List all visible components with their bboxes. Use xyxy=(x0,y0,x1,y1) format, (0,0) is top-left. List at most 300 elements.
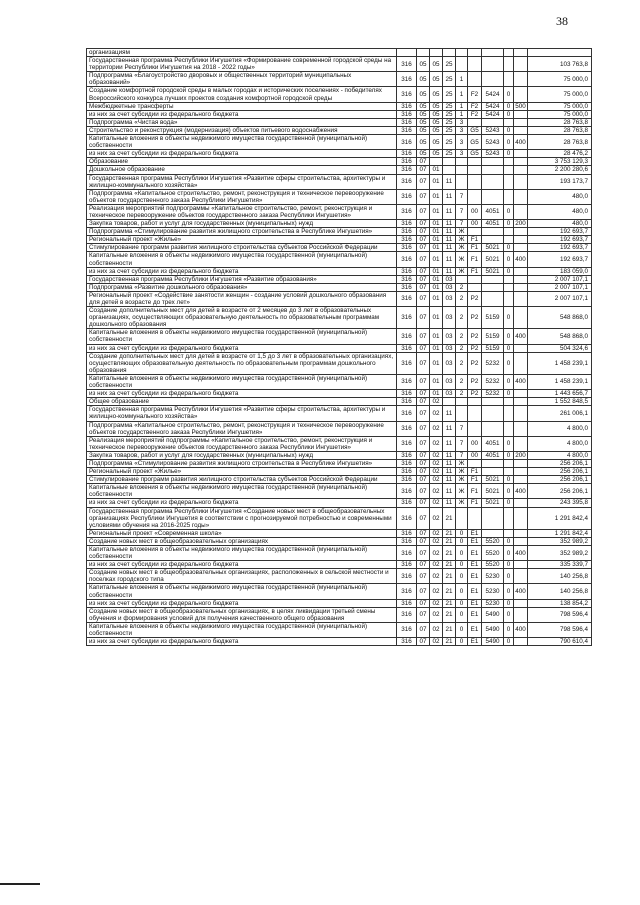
ved-code-cell: 316 xyxy=(397,150,417,158)
amount-cell: 256 206,1 xyxy=(528,459,592,467)
row-name-cell: Создание новых мест в общеобразовательных организациях xyxy=(87,537,397,545)
direction-code-cell: 5021 xyxy=(482,476,504,484)
row-name-cell: Создание дополнительных мест для детей в возрасте от 1,5 до 3 лет в образовательных организациях, осуществляющих образовательную деятельность по образовательным программам дошкольного образования xyxy=(87,352,397,374)
expense-type-cell xyxy=(514,529,528,537)
direction-suffix-cell: 0 xyxy=(504,204,514,219)
ved-code-cell: 316 xyxy=(397,110,417,118)
direction-suffix-cell: 0 xyxy=(504,561,514,569)
direction-code-cell xyxy=(482,459,504,467)
project-code-cell xyxy=(468,57,482,72)
subsection-code-cell xyxy=(430,49,443,57)
section-code-cell: 07 xyxy=(417,537,430,545)
direction-code-cell: 5424 xyxy=(482,102,504,110)
direction-suffix-cell: 0 xyxy=(504,451,514,459)
direction-suffix-cell: 0 xyxy=(504,584,514,599)
table-row xyxy=(87,158,592,166)
ved-code-cell: 316 xyxy=(397,622,417,637)
section-code-cell: 05 xyxy=(417,150,430,158)
project-code-cell: 00 xyxy=(468,451,482,459)
project-code-cell: P2 xyxy=(468,307,482,329)
ved-code-cell: 316 xyxy=(397,352,417,374)
subsection-code-cell: 01 xyxy=(430,204,443,219)
program-code-cell: 11 xyxy=(443,228,456,236)
program-code-cell: 03 xyxy=(443,344,456,352)
table-row xyxy=(87,329,592,344)
table-row xyxy=(87,118,592,126)
ved-code-cell: 316 xyxy=(397,584,417,599)
program-code-cell: 11 xyxy=(443,451,456,459)
row-name-cell: Создание комфортной городской среды в малых городах и исторических поселениях - победителях Всероссийского конкурса лучших проектов создания комфортной городской среды xyxy=(87,87,397,102)
ved-code-cell: 316 xyxy=(397,546,417,561)
expense-type-cell xyxy=(514,166,528,174)
table-row xyxy=(87,204,592,219)
subsection-code-cell: 02 xyxy=(430,468,443,476)
row-name-cell: Государственная программа Республики Ингушетия «Формирование современной городской среды на территории Республики Ингушетия на 2018 - 2022 годы» xyxy=(87,57,397,72)
ved-code-cell: 316 xyxy=(397,189,417,204)
expense-type-cell xyxy=(514,126,528,134)
section-code-cell: 07 xyxy=(417,291,430,306)
subprogram-code-cell: 0 xyxy=(456,561,468,569)
program-code-cell: 11 xyxy=(443,267,456,275)
program-code-cell: 21 xyxy=(443,638,456,646)
direction-suffix-cell xyxy=(504,158,514,166)
table-row xyxy=(87,421,592,436)
subsection-code-cell: 05 xyxy=(430,72,443,87)
ved-code-cell: 316 xyxy=(397,275,417,283)
row-name-cell: Стимулирование программ развития жилищного строительства субъектов Российской Федерации xyxy=(87,244,397,252)
table-row xyxy=(87,374,592,389)
table-row xyxy=(87,236,592,244)
program-code-cell: 25 xyxy=(443,57,456,72)
subprogram-code-cell: 7 xyxy=(456,189,468,204)
subprogram-code-cell: 2 xyxy=(456,390,468,398)
section-code-cell: 07 xyxy=(417,352,430,374)
subsection-code-cell: 02 xyxy=(430,476,443,484)
direction-suffix-cell: 0 xyxy=(504,102,514,110)
program-code-cell: 11 xyxy=(443,436,456,451)
expense-type-cell xyxy=(514,398,528,406)
direction-code-cell xyxy=(482,158,504,166)
direction-code-cell: 4051 xyxy=(482,436,504,451)
project-code-cell: 00 xyxy=(468,436,482,451)
subprogram-code-cell: 0 xyxy=(456,546,468,561)
table-row xyxy=(87,166,592,174)
program-code-cell: 21 xyxy=(443,569,456,584)
row-name-cell: Подпрограмма «Стимулирование развития жилищного строительства в Республике Ингушетия» xyxy=(87,459,397,467)
expense-type-cell xyxy=(514,569,528,584)
ved-code-cell: 316 xyxy=(397,468,417,476)
row-name-cell: Государственная программа Республики Ингушетия «Развитие сферы строительства, архитектуры и жилищно-коммунального хозяйства» xyxy=(87,406,397,421)
direction-code-cell xyxy=(482,283,504,291)
direction-suffix-cell: 0 xyxy=(504,476,514,484)
direction-suffix-cell: 0 xyxy=(504,110,514,118)
direction-suffix-cell: 0 xyxy=(504,307,514,329)
subsection-code-cell: 02 xyxy=(430,459,443,467)
direction-code-cell: 4051 xyxy=(482,451,504,459)
direction-code-cell: 5424 xyxy=(482,110,504,118)
direction-suffix-cell: 0 xyxy=(504,252,514,267)
subsection-code-cell: 05 xyxy=(430,57,443,72)
subsection-code-cell: 01 xyxy=(430,252,443,267)
section-code-cell: 07 xyxy=(417,236,430,244)
table-row xyxy=(87,150,592,158)
project-code-cell xyxy=(468,228,482,236)
subprogram-code-cell: 2 xyxy=(456,307,468,329)
subprogram-code-cell: 3 xyxy=(456,126,468,134)
subsection-code-cell: 01 xyxy=(430,344,443,352)
expense-type-cell xyxy=(514,307,528,329)
table-row xyxy=(87,267,592,275)
subsection-code-cell: 02 xyxy=(430,584,443,599)
direction-suffix-cell: 0 xyxy=(504,352,514,374)
amount-cell: 1 552 848,5 xyxy=(528,398,592,406)
direction-code-cell: 5232 xyxy=(482,374,504,389)
table-row xyxy=(87,275,592,283)
table-row xyxy=(87,476,592,484)
table-row xyxy=(87,252,592,267)
table-row xyxy=(87,102,592,110)
expense-type-cell xyxy=(514,476,528,484)
project-code-cell: P2 xyxy=(468,291,482,306)
ved-code-cell: 316 xyxy=(397,291,417,306)
subprogram-code-cell xyxy=(456,57,468,72)
section-code-cell: 05 xyxy=(417,87,430,102)
subsection-code-cell: 02 xyxy=(430,638,443,646)
direction-code-cell: 5021 xyxy=(482,499,504,507)
ved-code-cell: 316 xyxy=(397,72,417,87)
direction-suffix-cell: 0 xyxy=(504,499,514,507)
table-row xyxy=(87,436,592,451)
subsection-code-cell: 01 xyxy=(430,307,443,329)
table-row xyxy=(87,398,592,406)
section-code-cell: 05 xyxy=(417,102,430,110)
expense-type-cell: 200 xyxy=(515,220,526,228)
project-code-cell: F2 xyxy=(468,110,482,118)
project-code-cell xyxy=(468,398,482,406)
row-name-cell: Общее образование xyxy=(87,398,397,406)
program-code-cell: 21 xyxy=(443,546,456,561)
subsection-code-cell: 01 xyxy=(430,329,443,344)
table-row xyxy=(87,406,592,421)
ved-code-cell: 316 xyxy=(397,166,417,174)
direction-code-cell: 5232 xyxy=(482,390,504,398)
amount-cell: 2 007 107,1 xyxy=(528,275,592,283)
direction-code-cell: 5232 xyxy=(482,352,504,374)
amount-cell: 798 596,4 xyxy=(528,607,592,622)
direction-code-cell: 5490 xyxy=(482,638,504,646)
direction-code-cell: 4051 xyxy=(482,220,504,228)
program-code-cell: 11 xyxy=(443,421,456,436)
expense-type-cell: 400 xyxy=(514,546,528,561)
subprogram-code-cell: 1 xyxy=(456,110,468,118)
expense-type-cell xyxy=(514,436,528,451)
project-code-cell: 00 xyxy=(468,204,482,219)
direction-code-cell: 5159 xyxy=(482,329,504,344)
expense-type-cell xyxy=(514,57,528,72)
table-row xyxy=(87,57,592,72)
amount-cell: 192 693,7 xyxy=(528,244,592,252)
direction-code-cell: 5243 xyxy=(482,135,504,150)
project-code-cell xyxy=(468,507,482,529)
budget-table-container xyxy=(86,48,591,646)
row-name-cell: Капитальные вложения в объекты недвижимого имущества государственной (муниципальной) собственности xyxy=(87,622,397,637)
ved-code-cell: 316 xyxy=(397,135,417,150)
expense-type-cell: 200 xyxy=(515,451,526,459)
subsection-code-cell: 01 xyxy=(430,275,443,283)
direction-code-cell: 5021 xyxy=(482,252,504,267)
project-code-cell xyxy=(468,72,482,87)
ved-code-cell: 316 xyxy=(397,436,417,451)
ved-code-cell xyxy=(397,49,417,57)
direction-suffix-cell xyxy=(504,529,514,537)
project-code-cell: E1 xyxy=(468,529,482,537)
section-code-cell: 07 xyxy=(417,166,430,174)
subprogram-code-cell: 2 xyxy=(456,291,468,306)
project-code-cell: F1 xyxy=(468,244,482,252)
program-code-cell: 25 xyxy=(443,126,456,134)
row-name-cell: Капитальные вложения в объекты недвижимого имущества государственной (муниципальной) собственности xyxy=(87,584,397,599)
program-code-cell: 21 xyxy=(443,599,456,607)
section-code-cell: 05 xyxy=(417,110,430,118)
direction-suffix-cell: 0 xyxy=(504,87,514,102)
project-code-cell: E1 xyxy=(468,561,482,569)
scan-edge-mark xyxy=(0,883,40,885)
project-code-cell: G5 xyxy=(468,150,482,158)
row-name-cell: из них за счет субсидии из федерального бюджета xyxy=(87,561,397,569)
table-row xyxy=(87,87,592,102)
project-code-cell xyxy=(468,283,482,291)
program-code-cell: 03 xyxy=(443,283,456,291)
row-name-cell: Создание новых мест в общеобразовательных организациях, расположенных в сельской местности и поселках городского типа xyxy=(87,569,397,584)
expense-type-cell xyxy=(514,607,528,622)
section-code-cell: 07 xyxy=(417,599,430,607)
subprogram-code-cell: 3 xyxy=(456,150,468,158)
project-code-cell: E1 xyxy=(468,569,482,584)
program-code-cell: 03 xyxy=(443,291,456,306)
program-code-cell: 03 xyxy=(443,352,456,374)
amount-cell: 4 800,0 xyxy=(528,451,592,459)
row-name-cell: Капитальные вложения в объекты недвижимого имущества государственной (муниципальной) собственности xyxy=(87,135,397,150)
ved-code-cell: 316 xyxy=(397,390,417,398)
program-code-cell: 25 xyxy=(443,135,456,150)
subprogram-code-cell xyxy=(456,275,468,283)
section-code-cell: 05 xyxy=(417,118,430,126)
direction-code-cell xyxy=(482,166,504,174)
program-code-cell: 11 xyxy=(443,204,456,219)
ved-code-cell: 316 xyxy=(397,421,417,436)
subsection-code-cell: 05 xyxy=(430,102,443,110)
expense-type-cell xyxy=(514,87,528,102)
subsection-code-cell: 01 xyxy=(430,390,443,398)
program-code-cell: 03 xyxy=(443,374,456,389)
row-name-cell: Капитальные вложения в объекты недвижимого имущества государственной (муниципальной) собственности xyxy=(87,374,397,389)
direction-code-cell: 5159 xyxy=(482,344,504,352)
direction-suffix-cell: 0 xyxy=(504,546,514,561)
subsection-code-cell: 02 xyxy=(430,451,443,459)
amount-cell: 140 256,8 xyxy=(528,569,592,584)
row-name-cell: Реализация мероприятий подпрограммы «Капитальное строительство, ремонт, реконструкция и техническое перевооружение объектов государственного заказа Республики Ингушетия» xyxy=(87,436,397,451)
project-code-cell: F1 xyxy=(468,499,482,507)
direction-suffix-cell xyxy=(504,49,514,57)
ved-code-cell: 316 xyxy=(397,126,417,134)
subsection-code-cell: 02 xyxy=(430,569,443,584)
section-code-cell: 07 xyxy=(417,468,430,476)
subprogram-code-cell xyxy=(456,398,468,406)
project-code-cell: P2 xyxy=(468,344,482,352)
subsection-code-cell: 02 xyxy=(430,529,443,537)
expense-type-cell xyxy=(514,468,528,476)
expense-type-cell xyxy=(514,421,528,436)
project-code-cell xyxy=(468,49,482,57)
ved-code-cell: 316 xyxy=(397,484,417,499)
subprogram-code-cell: 0 xyxy=(456,569,468,584)
direction-code-cell: 5520 xyxy=(482,546,504,561)
row-name-cell: Подпрограмма «Развитие дошкольного образования» xyxy=(87,283,397,291)
section-code-cell: 07 xyxy=(417,529,430,537)
row-name-cell: Региональный проект «Современная школа» xyxy=(87,529,397,537)
direction-code-cell: 5424 xyxy=(482,87,504,102)
direction-suffix-cell xyxy=(504,275,514,283)
expense-type-cell xyxy=(514,406,528,421)
subsection-code-cell: 02 xyxy=(430,507,443,529)
section-code-cell: 07 xyxy=(417,398,430,406)
section-code-cell: 05 xyxy=(417,72,430,87)
expense-type-cell xyxy=(514,499,528,507)
direction-code-cell xyxy=(482,398,504,406)
table-row xyxy=(87,228,592,236)
amount-cell: 352 989,2 xyxy=(528,537,592,545)
direction-suffix-cell xyxy=(504,398,514,406)
table-row xyxy=(87,569,592,584)
amount-cell: 2 200 280,6 xyxy=(528,166,592,174)
ved-code-cell: 316 xyxy=(397,561,417,569)
section-code-cell: 07 xyxy=(417,189,430,204)
subprogram-code-cell: Ж xyxy=(456,499,468,507)
expense-type-cell xyxy=(514,189,528,204)
expense-type-cell xyxy=(514,150,528,158)
expense-type-cell xyxy=(514,236,528,244)
program-code-cell: 11 xyxy=(443,236,456,244)
subprogram-code-cell: 7 xyxy=(456,436,468,451)
section-code-cell: 05 xyxy=(417,135,430,150)
ved-code-cell: 316 xyxy=(397,459,417,467)
table-row xyxy=(87,307,592,329)
program-code-cell: 03 xyxy=(443,307,456,329)
ved-code-cell: 316 xyxy=(397,607,417,622)
amount-cell: 193 173,7 xyxy=(528,174,592,189)
subprogram-code-cell: 3 xyxy=(456,118,468,126)
table-row xyxy=(87,622,592,637)
ved-code-cell: 316 xyxy=(397,228,417,236)
direction-suffix-cell: 0 xyxy=(504,150,514,158)
subprogram-code-cell: 2 xyxy=(456,374,468,389)
expense-type-cell xyxy=(514,599,528,607)
section-code-cell: 07 xyxy=(417,561,430,569)
program-code-cell: 25 xyxy=(443,87,456,102)
subsection-code-cell: 01 xyxy=(430,166,443,174)
subsection-code-cell: 05 xyxy=(430,126,443,134)
program-code-cell: 21 xyxy=(443,584,456,599)
ved-code-cell: 316 xyxy=(397,204,417,219)
ved-code-cell: 316 xyxy=(397,529,417,537)
section-code-cell: 05 xyxy=(417,126,430,134)
direction-suffix-cell xyxy=(504,118,514,126)
project-code-cell: P2 xyxy=(468,390,482,398)
ved-code-cell: 316 xyxy=(397,499,417,507)
amount-cell: 192 693,7 xyxy=(528,228,592,236)
section-code-cell: 07 xyxy=(417,459,430,467)
amount-cell: 256 206,1 xyxy=(528,468,592,476)
project-code-cell: F1 xyxy=(468,476,482,484)
section-code-cell: 07 xyxy=(417,228,430,236)
section-code-cell: 07 xyxy=(417,436,430,451)
project-code-cell xyxy=(468,158,482,166)
direction-suffix-cell: 0 xyxy=(504,569,514,584)
row-name-cell: из них за счет субсидии из федерального бюджета xyxy=(87,638,397,646)
amount-cell: 243 395,8 xyxy=(528,499,592,507)
ved-code-cell: 316 xyxy=(397,638,417,646)
program-code-cell: 11 xyxy=(443,220,456,228)
section-code-cell: 07 xyxy=(417,390,430,398)
program-code-cell xyxy=(443,158,456,166)
program-code-cell: 25 xyxy=(443,150,456,158)
table-row xyxy=(87,599,592,607)
table-row xyxy=(87,220,592,228)
expense-type-cell: 400 xyxy=(514,135,528,150)
subsection-code-cell: 01 xyxy=(430,352,443,374)
direction-code-cell: 5021 xyxy=(482,244,504,252)
row-name-cell: Подпрограмма «Чистая вода» xyxy=(87,118,397,126)
expense-type-cell: 400 xyxy=(514,584,528,599)
direction-code-cell xyxy=(482,49,504,57)
amount-cell: 352 989,2 xyxy=(528,546,592,561)
subprogram-code-cell: 0 xyxy=(456,622,468,637)
direction-code-cell xyxy=(482,118,504,126)
subprogram-code-cell: 0 xyxy=(456,607,468,622)
expense-type-cell xyxy=(514,118,528,126)
ved-code-cell: 316 xyxy=(397,87,417,102)
project-code-cell: P2 xyxy=(468,374,482,389)
subprogram-code-cell: 7 xyxy=(456,421,468,436)
amount-cell: 256 206,1 xyxy=(528,476,592,484)
table-row xyxy=(87,638,592,646)
expense-type-cell xyxy=(514,537,528,545)
section-code-cell: 07 xyxy=(417,638,430,646)
expense-type-cell xyxy=(514,275,528,283)
direction-code-cell xyxy=(482,57,504,72)
direction-code-cell: 5230 xyxy=(482,569,504,584)
subprogram-code-cell xyxy=(456,406,468,421)
ved-code-cell: 316 xyxy=(397,158,417,166)
subsection-code-cell: 02 xyxy=(430,406,443,421)
subprogram-code-cell: Ж xyxy=(456,484,468,499)
amount-cell: 28 476,2 xyxy=(528,150,592,158)
direction-suffix-cell: 0 xyxy=(504,135,514,150)
table-row xyxy=(87,451,592,459)
program-code-cell: 11 xyxy=(443,499,456,507)
subprogram-code-cell: 0 xyxy=(456,584,468,599)
table-row xyxy=(87,507,592,529)
project-code-cell: P2 xyxy=(468,329,482,344)
direction-code-cell xyxy=(482,468,504,476)
expense-type-cell xyxy=(514,244,528,252)
amount-cell: 75 000,0 xyxy=(528,102,592,110)
table-row xyxy=(87,283,592,291)
subsection-code-cell xyxy=(430,158,443,166)
project-code-cell xyxy=(468,174,482,189)
amount-cell: 1 291 842,4 xyxy=(528,507,592,529)
amount-cell: 75 000,0 xyxy=(528,110,592,118)
